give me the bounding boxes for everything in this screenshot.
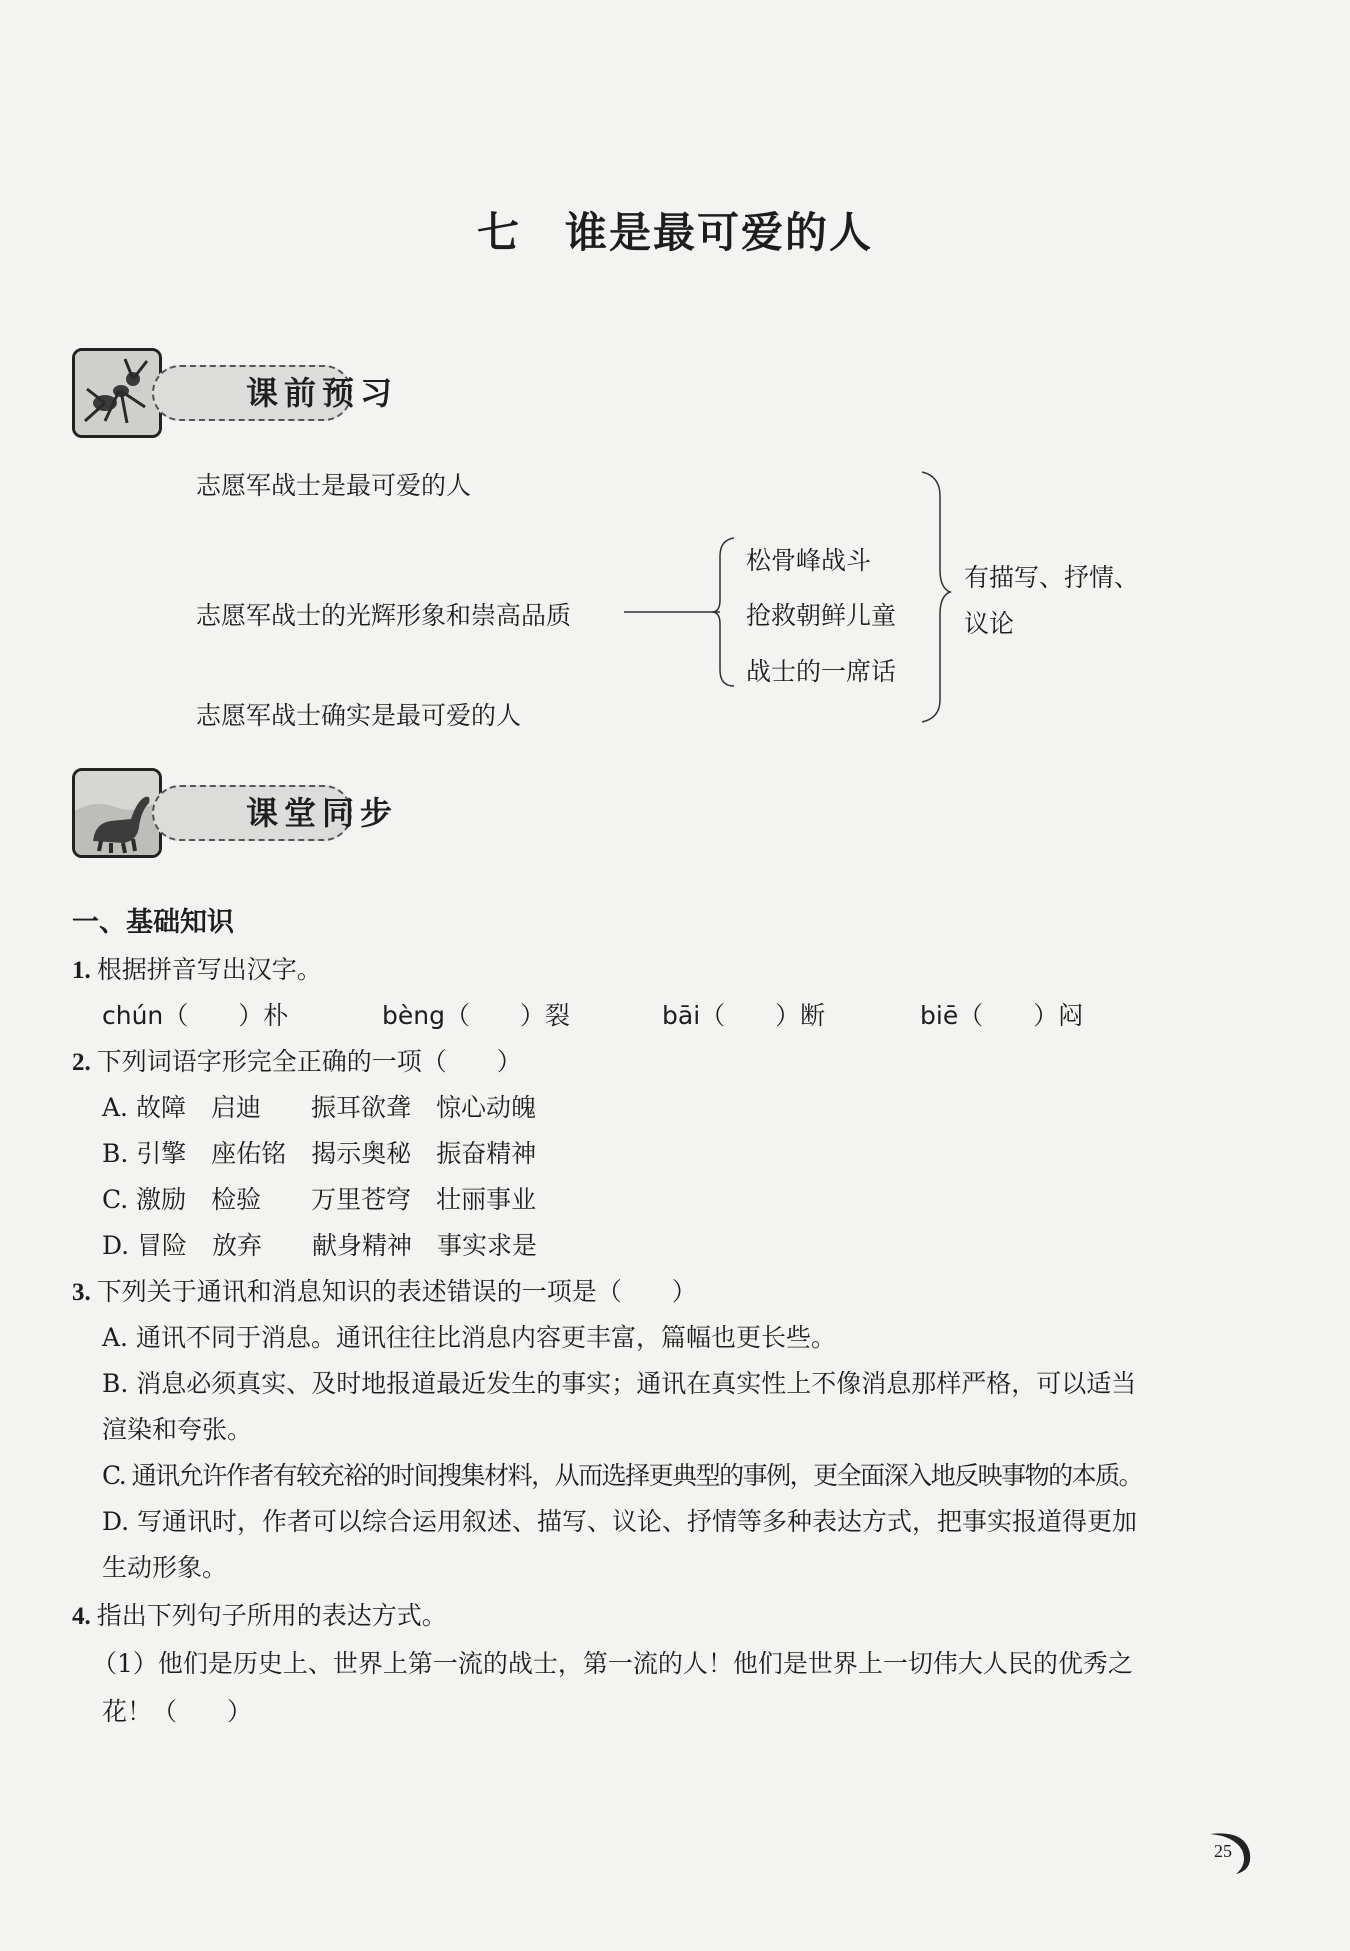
question-text: 根据拼音写出汉字。 bbox=[96, 955, 322, 984]
option-c[interactable]: C. 通讯允许作者有较充裕的时间搜集材料，从而选择更典型的事例，更全面深入地反映事物的本质。 bbox=[102, 1461, 1143, 1490]
lesson-name: 谁是最可爱的人 bbox=[565, 208, 874, 257]
question-text: 下列词语字形完全正确的一项（ ） bbox=[96, 1047, 522, 1076]
answer-blank[interactable]: （ ） bbox=[700, 1001, 801, 1030]
question-text: 指出下列句子所用的表达方式。 bbox=[96, 1601, 447, 1630]
option-b[interactable]: B. 引擎 座佑铭 揭示奥秘 振奋精神 bbox=[102, 1139, 537, 1168]
answer-blank[interactable]: （ ） bbox=[163, 1001, 264, 1030]
outline-line-3: 志愿军战士确实是最可爱的人 bbox=[196, 701, 522, 730]
outline-line-2: 志愿军战士的光辉形象和崇高品质 bbox=[196, 601, 572, 630]
question-number: 4. bbox=[72, 1603, 91, 1630]
section-label-preview: 课前预习 bbox=[152, 365, 352, 421]
question-number: 2. bbox=[72, 1049, 91, 1076]
section-label-classroom: 课堂同步 bbox=[152, 785, 352, 841]
option-d[interactable]: D. 写通讯时，作者可以综合运用叙述、描写、议论、抒情等多种表达方式，把事实报道得更加 bbox=[102, 1507, 1138, 1536]
outline-note-2: 议论 bbox=[964, 609, 1015, 638]
section-badge-classroom bbox=[72, 768, 399, 858]
option-a[interactable]: A. 故障 启迪 振耳欲聋 惊心动魄 bbox=[102, 1093, 536, 1122]
lesson-number: 七 bbox=[476, 208, 521, 257]
option-b-continued: 渲染和夸张。 bbox=[102, 1415, 253, 1444]
question-text: 下列关于通讯和消息知识的表述错误的一项是（ ） bbox=[96, 1277, 697, 1306]
pinyin-item: biē（ ）闷 bbox=[920, 1001, 1084, 1030]
option-b[interactable]: B. 消息必须真实、及时地报道最近发生的事实；通讯在真实性上不像消息那样严格，可以适当 bbox=[102, 1369, 1137, 1398]
sentence-1: （1）他们是历史上、世界上第一流的战士，第一流的人！他们是世界上一切伟大人民的优秀之 bbox=[92, 1649, 1133, 1678]
answer-blank[interactable]: （ ） bbox=[958, 1001, 1059, 1030]
outline-line-1: 志愿军战士是最可爱的人 bbox=[196, 471, 472, 500]
question-2 bbox=[72, 1042, 522, 1078]
option-c[interactable]: C. 激励 检验 万里苍穹 壮丽事业 bbox=[102, 1185, 537, 1214]
page-number: 25 bbox=[1202, 1824, 1256, 1878]
question-1 bbox=[72, 950, 322, 986]
answer-blank[interactable]: （ ） bbox=[444, 1001, 545, 1030]
question-4 bbox=[72, 1596, 447, 1632]
pinyin-item: bāi（ ）断 bbox=[662, 1001, 826, 1030]
outline-event-2: 抢救朝鲜儿童 bbox=[746, 601, 897, 630]
option-a[interactable]: A. 通讯不同于消息。通讯往往比消息内容更丰富，篇幅也更长些。 bbox=[102, 1323, 836, 1352]
part-heading: 一、基础知识 bbox=[72, 907, 234, 938]
option-d-continued: 生动形象。 bbox=[102, 1553, 228, 1582]
pinyin-item: chún（ ）朴 bbox=[102, 1001, 289, 1030]
question-number: 3. bbox=[72, 1279, 91, 1306]
option-d[interactable]: D. 冒险 放弃 献身精神 事实求是 bbox=[102, 1231, 538, 1260]
pinyin-item: bèng（ ）裂 bbox=[382, 1001, 570, 1030]
question-3 bbox=[72, 1272, 697, 1308]
outline-event-1: 松骨峰战斗 bbox=[746, 546, 872, 575]
question-number: 1. bbox=[72, 957, 91, 984]
outline-note-1: 有描写、抒情、 bbox=[964, 563, 1140, 592]
dinosaur-illustration-icon bbox=[72, 768, 162, 858]
outline-event-3: 战士的一席话 bbox=[746, 657, 897, 686]
sentence-1-continued[interactable]: 花！（ ） bbox=[102, 1697, 253, 1726]
